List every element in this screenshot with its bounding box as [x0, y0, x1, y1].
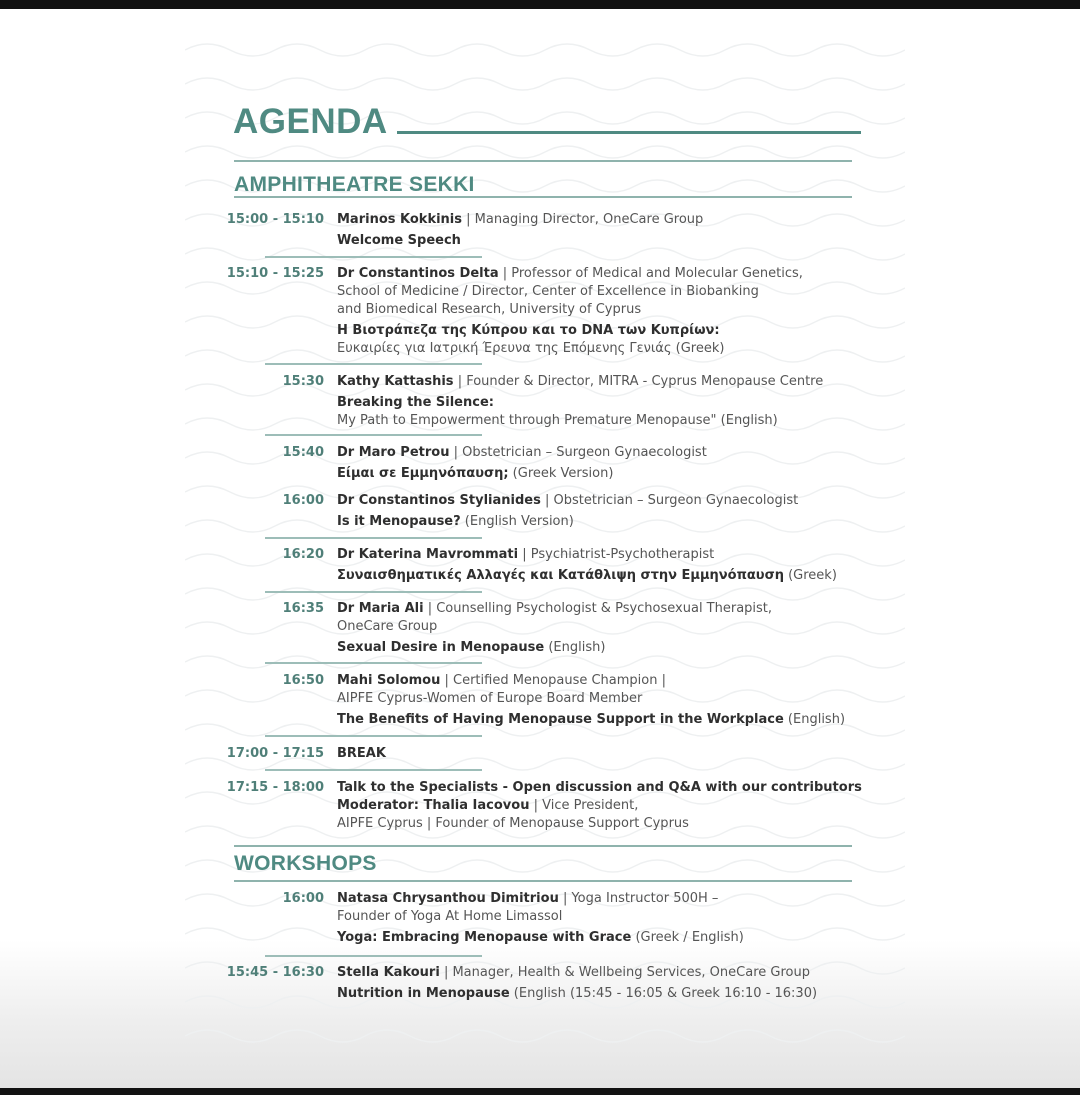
- speaker-line: [337, 908, 862, 926]
- plain-text: | Yoga Instructor 500H –: [558, 891, 719, 906]
- plain-text: | Obstetrician – Surgeon Gynaecologist: [449, 445, 707, 460]
- section-rule-top: [234, 845, 852, 847]
- speaker-line: [337, 672, 862, 690]
- speaker-line: [337, 492, 862, 510]
- bold-text: Η Βιοτράπεζα της Κύπρου και το DNA των Κυπρίων:: [337, 323, 720, 338]
- item-content: [337, 444, 862, 483]
- section-rule-top: [234, 160, 852, 162]
- item-separator: [265, 537, 482, 539]
- plain-text: | Manager, Health & Wellbeing Services, OneCare Group: [439, 965, 810, 980]
- bold-text: Sexual Desire in Menopause: [337, 640, 545, 655]
- talk-title-line: [337, 639, 862, 657]
- bold-text: Dr Katerina Mavrommati: [337, 547, 519, 562]
- item-time: 16:00: [282, 891, 324, 906]
- talk-title-line: [337, 711, 862, 729]
- bold-text: BREAK: [337, 746, 386, 761]
- speaker-line: [337, 815, 862, 833]
- item-time: 15:30: [282, 374, 324, 389]
- plain-text: AIPFE Cyprus-Women of Europe Board Member: [337, 691, 643, 706]
- bold-text: Nutrition in Menopause: [337, 986, 510, 1001]
- plain-text: AIPFE Cyprus | Founder of Menopause Support Cyprus: [337, 816, 689, 831]
- talk-title-line: [337, 340, 862, 358]
- talk-title-line: [337, 985, 862, 1003]
- plain-text: (English): [783, 712, 846, 727]
- plain-text: | Managing Director, OneCare Group: [462, 212, 704, 227]
- talk-title-line: [337, 394, 862, 412]
- speaker-line: [337, 890, 862, 908]
- bold-text: Συναισθηματικές Αλλαγές και Κατάθλιψη στην Εμμηνόπαυση: [337, 568, 784, 583]
- bold-text: Breaking the Silence:: [337, 395, 494, 410]
- plain-text: | Founder & Director, MITRA - Cyprus Menopause Centre: [453, 374, 824, 389]
- item-content: [337, 265, 862, 358]
- speaker-line: [337, 444, 862, 462]
- bold-text: Dr Maro Petrou: [337, 445, 450, 460]
- item-content: [337, 745, 862, 763]
- speaker-line: [337, 600, 862, 618]
- talk-title-line: [337, 929, 862, 947]
- item-content: [337, 373, 862, 430]
- bold-text: Kathy Kattashis: [337, 374, 454, 389]
- talk-title-line: [337, 513, 862, 531]
- item-time: 16:20: [282, 547, 324, 562]
- plain-text: (English): [544, 640, 606, 655]
- speaker-line: [337, 283, 862, 301]
- speaker-line: [337, 211, 862, 229]
- plain-text: Founder of Yoga At Home Limassol: [337, 909, 563, 924]
- item-time: 15:00 - 15:10: [226, 212, 324, 227]
- item-content: [337, 672, 862, 729]
- bold-text: Stella Kakouri: [337, 965, 440, 980]
- plain-text: Ευκαιρίες για Ιατρική Έρευνα της Επόμενης Γενιάς (Greek): [337, 341, 725, 356]
- item-content: [337, 600, 862, 657]
- plain-text: School of Medicine / Director, Center of Excellence in Biobanking: [337, 284, 759, 299]
- item-content: [337, 964, 862, 1003]
- item-separator: [265, 256, 482, 258]
- item-content: [337, 546, 862, 585]
- talk-title-line: [337, 412, 862, 430]
- plain-text: (Greek): [783, 568, 837, 583]
- plain-text: | Certified Menopause Champion |: [440, 673, 666, 688]
- item-content: [337, 211, 862, 250]
- plain-text: | Professor of Medical and Molecular Genetics,: [498, 266, 803, 281]
- section-rule-bottom: [234, 880, 852, 882]
- bold-text: Mahi Solomou: [337, 673, 441, 688]
- plain-text: | Psychiatrist-Psychotherapist: [518, 547, 715, 562]
- agenda-title-rule: [397, 131, 861, 134]
- bold-text: Talk to the Specialists - Open discussion and Q&A with our contributors: [337, 780, 862, 795]
- item-time: 16:35: [282, 601, 324, 616]
- item-time: 16:00: [282, 493, 324, 508]
- plain-text: OneCare Group: [337, 619, 438, 634]
- bold-text: Marinos Kokkinis: [337, 212, 462, 227]
- item-time: 17:00 - 17:15: [226, 746, 324, 761]
- plain-text: (English Version): [460, 514, 574, 529]
- item-time: 17:15 - 18:00: [226, 780, 324, 795]
- item-content: [337, 779, 862, 833]
- bold-text: Moderator: Thalia Iacovou: [337, 798, 530, 813]
- speaker-line: [337, 964, 862, 982]
- plain-text: (Greek Version): [508, 466, 614, 481]
- bold-text: Είμαι σε Εμμηνόπαυση;: [337, 466, 509, 481]
- item-time: 15:10 - 15:25: [226, 266, 324, 281]
- bold-text: Natasa Chrysanthou Dimitriou: [337, 891, 559, 906]
- plain-text: | Vice President,: [529, 798, 639, 813]
- plain-text: (Greek / English): [631, 930, 744, 945]
- item-time: 15:40: [282, 445, 324, 460]
- speaker-line: [337, 618, 862, 636]
- talk-title-line: [337, 322, 862, 340]
- plain-text: (English (15:45 - 16:05 & Greek 16:10 - 16:30): [509, 986, 818, 1001]
- section-rule-bottom: [234, 196, 852, 198]
- item-time: 16:50: [282, 673, 324, 688]
- speaker-line: [337, 690, 862, 708]
- speaker-line: [337, 301, 862, 319]
- bold-text: Yoga: Embracing Menopause with Grace: [337, 930, 632, 945]
- bold-text: Dr Constantinos Delta: [337, 266, 499, 281]
- item-separator: [265, 955, 482, 957]
- item-time: 15:45 - 16:30: [226, 965, 324, 980]
- bold-text: Dr Constantinos Stylianides: [337, 493, 541, 508]
- item-separator: [265, 735, 482, 737]
- section-heading-amphitheatre-sekki: AMPHITHEATRE SEKKI: [234, 173, 475, 196]
- item-content: [337, 890, 862, 947]
- plain-text: | Counselling Psychologist & Psychosexual Therapist,: [423, 601, 773, 616]
- plain-text: My Path to Empowerment through Premature Menopause" (English): [337, 413, 778, 428]
- item-content: [337, 492, 862, 531]
- item-separator: [265, 363, 482, 365]
- bold-text: The Benefits of Having Menopause Support in the Workplace: [337, 712, 784, 727]
- section-heading-workshops: WORKSHOPS: [234, 852, 377, 875]
- speaker-line: [337, 779, 862, 797]
- bold-text: Dr Maria Ali: [337, 601, 424, 616]
- speaker-line: [337, 546, 862, 564]
- item-separator: [265, 769, 482, 771]
- item-separator: [265, 662, 482, 664]
- talk-title-line: [337, 232, 862, 250]
- item-separator: [265, 591, 482, 593]
- bold-text: Is it Menopause?: [337, 514, 461, 529]
- talk-title-line: [337, 465, 862, 483]
- plain-text: and Biomedical Research, University of Cyprus: [337, 302, 642, 317]
- bold-text: Welcome Speech: [337, 233, 461, 248]
- talk-title-line: [337, 567, 862, 585]
- agenda-title: AGENDA: [233, 102, 388, 141]
- plain-text: | Obstetrician – Surgeon Gynaecologist: [540, 493, 799, 508]
- item-separator: [265, 434, 482, 436]
- speaker-line: [337, 745, 862, 763]
- speaker-line: [337, 373, 862, 391]
- speaker-line: [337, 265, 862, 283]
- speaker-line: [337, 797, 862, 815]
